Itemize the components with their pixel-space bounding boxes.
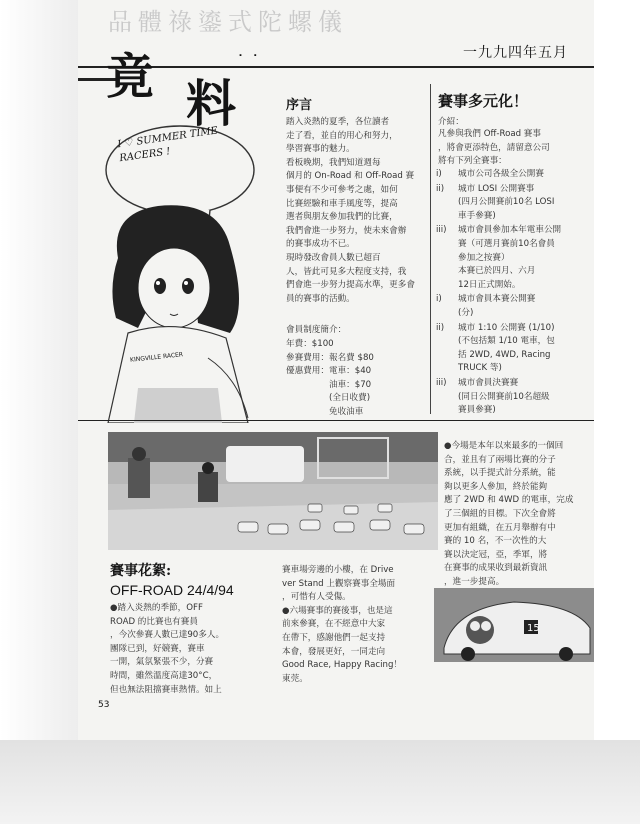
event-list-number: i) — [436, 294, 442, 305]
event-list-number: ii) — [436, 322, 445, 333]
left-margin-shadow — [0, 0, 78, 824]
membership-list — [286, 338, 426, 420]
event-list-text: 城市 1:10 公開賽 (1/10) (不包括類 1/10 電車，包 括 2WD, 4WD, Racing TRUCK 等) — [458, 322, 555, 374]
title-dots: ˙ ˙ — [236, 52, 260, 73]
section-rule — [78, 420, 594, 421]
intro-text: 凡參與我們 Off-Road 賽事 ，將會更添特色，請留意公司 將有下列全賽事： — [438, 129, 550, 167]
event-list-item — [436, 224, 588, 292]
event-list-number: ii) — [436, 183, 445, 194]
membership-line: (全日收費) — [286, 393, 371, 404]
event-list-text: 城市會員決賽賽 (同日公開賽前10名超級 賽員參賽) — [458, 377, 550, 416]
top-banner-text: 品體祿鎏式陀螺儀 — [108, 8, 348, 36]
svg-text:15: 15 — [527, 623, 540, 634]
membership-line: 免收油車 — [286, 406, 364, 417]
event-list-item — [436, 293, 588, 320]
membership-line: 參賽費用：報名費 $80 — [286, 352, 374, 363]
membership-title: 會員制度簡介： — [286, 325, 347, 335]
report-column-3: ●今場是本年以來最多的一個回 合，並且有了兩場比賽的分子 系統，以手提式計分系統，能 夠以更多人參加，終於能夠 應了 2WD 和 4WD 的電車，完成 了三個組的目標。下次全會將 更加有組織，在五月舉辦有中 賽的 10 名，不一次性的大 賽以決定冠，亞，季軍，將 在賽事的成果收到最新資訊 ，進一步提高。 — [444, 441, 574, 587]
membership-line: 優惠費用：電車：$40 — [286, 366, 372, 377]
membership-line: 年費：$100 — [286, 339, 334, 349]
diversified-heading: 賽事多元化！ — [438, 92, 529, 110]
speech-bubble-text: I ♡ SUMMER TIME RACERS ! — [116, 125, 219, 165]
membership-line: 油車：$70 — [286, 379, 372, 390]
preface-heading: 序言 — [286, 98, 313, 113]
event-list-item — [436, 183, 588, 224]
event-list-text: 城市會員參加本年電車公開 賽（可選月賽前10名會員 參加之按賽） 本賽已於四月、六月 12日正式開始。 — [458, 225, 562, 290]
event-list — [436, 168, 588, 419]
column-divider — [430, 84, 431, 414]
event-list-number: iii) — [436, 225, 447, 236]
report-column-1: ●踏入炎熱的季節，OFF ROAD 的比賽也有賽員 ，今次參賽人數已達90多人。 團隊已到，好競賽，賽車 一開，氣氛緊張不少，分賽 時間，雖然溫度高達30°C， 但也無法阻擋賽車熱情。如上 — [110, 603, 225, 695]
title-char-1: 竟 — [106, 49, 155, 105]
race-track-photo — [108, 432, 438, 550]
report-column-2: 賽車場旁邊的小樓，在 Drive ver Stand 上觀察賽事全場面 ，可惜有人受傷。 ●六場賽事的賽後事，也是這 前來參賽，在不經意中大家 在帶下，感謝他們一起支持 本會，發展更好，一同走向 Good Race, Happy Racing！ 東莞。 — [282, 565, 402, 684]
event-list-item — [436, 377, 588, 418]
shirt-text: KINGVILLE RACER — [129, 351, 184, 364]
event-list-number: iii) — [436, 377, 447, 388]
event-list-item — [436, 168, 588, 182]
bottom-margin-shadow — [0, 740, 640, 824]
issue-date: 一九九四年五月 — [463, 45, 568, 61]
event-list-text: 城市公司各級全公開賽 — [458, 169, 544, 179]
event-list-text: 城市會員本賽公開賽 (分) — [458, 294, 536, 318]
magazine-page — [78, 0, 594, 740]
event-list-text: 城市 LOSI 公開賽事 (四月公開賽前10名 LOSI 車手參賽) — [458, 183, 555, 221]
title-char-2: 料 — [186, 74, 236, 133]
report-event: OFF-ROAD 24/4/94 — [110, 582, 234, 598]
event-list-item — [436, 322, 588, 376]
page-number: 53 — [98, 700, 110, 710]
right-margin — [594, 0, 640, 824]
intro-label: 介紹： — [438, 117, 464, 127]
preface-body: 踏入炎熱的夏季，各位讀者 走了看，並自的用心和努力， 學習賽事的魅力。 看板晚期，我們知道週每 個月的 On-Road 和 Off-Road 賽 事便有不少可參考之處，如何 比賽經驗和車手風度等，提高 選者與朋友參加我們的比賽， 我們會進一步努力，使未來會辦 的賽事成功不已。 現時發改會員人數已超百 人，皆此可見多大程度支持，我 們會進一步努力提高水準，更多會 員的賽事的活動。 — [286, 117, 415, 304]
event-list-number: i) — [436, 169, 442, 179]
report-heading: 賽事花絮: — [110, 563, 172, 579]
rc-car-photo — [434, 588, 594, 662]
